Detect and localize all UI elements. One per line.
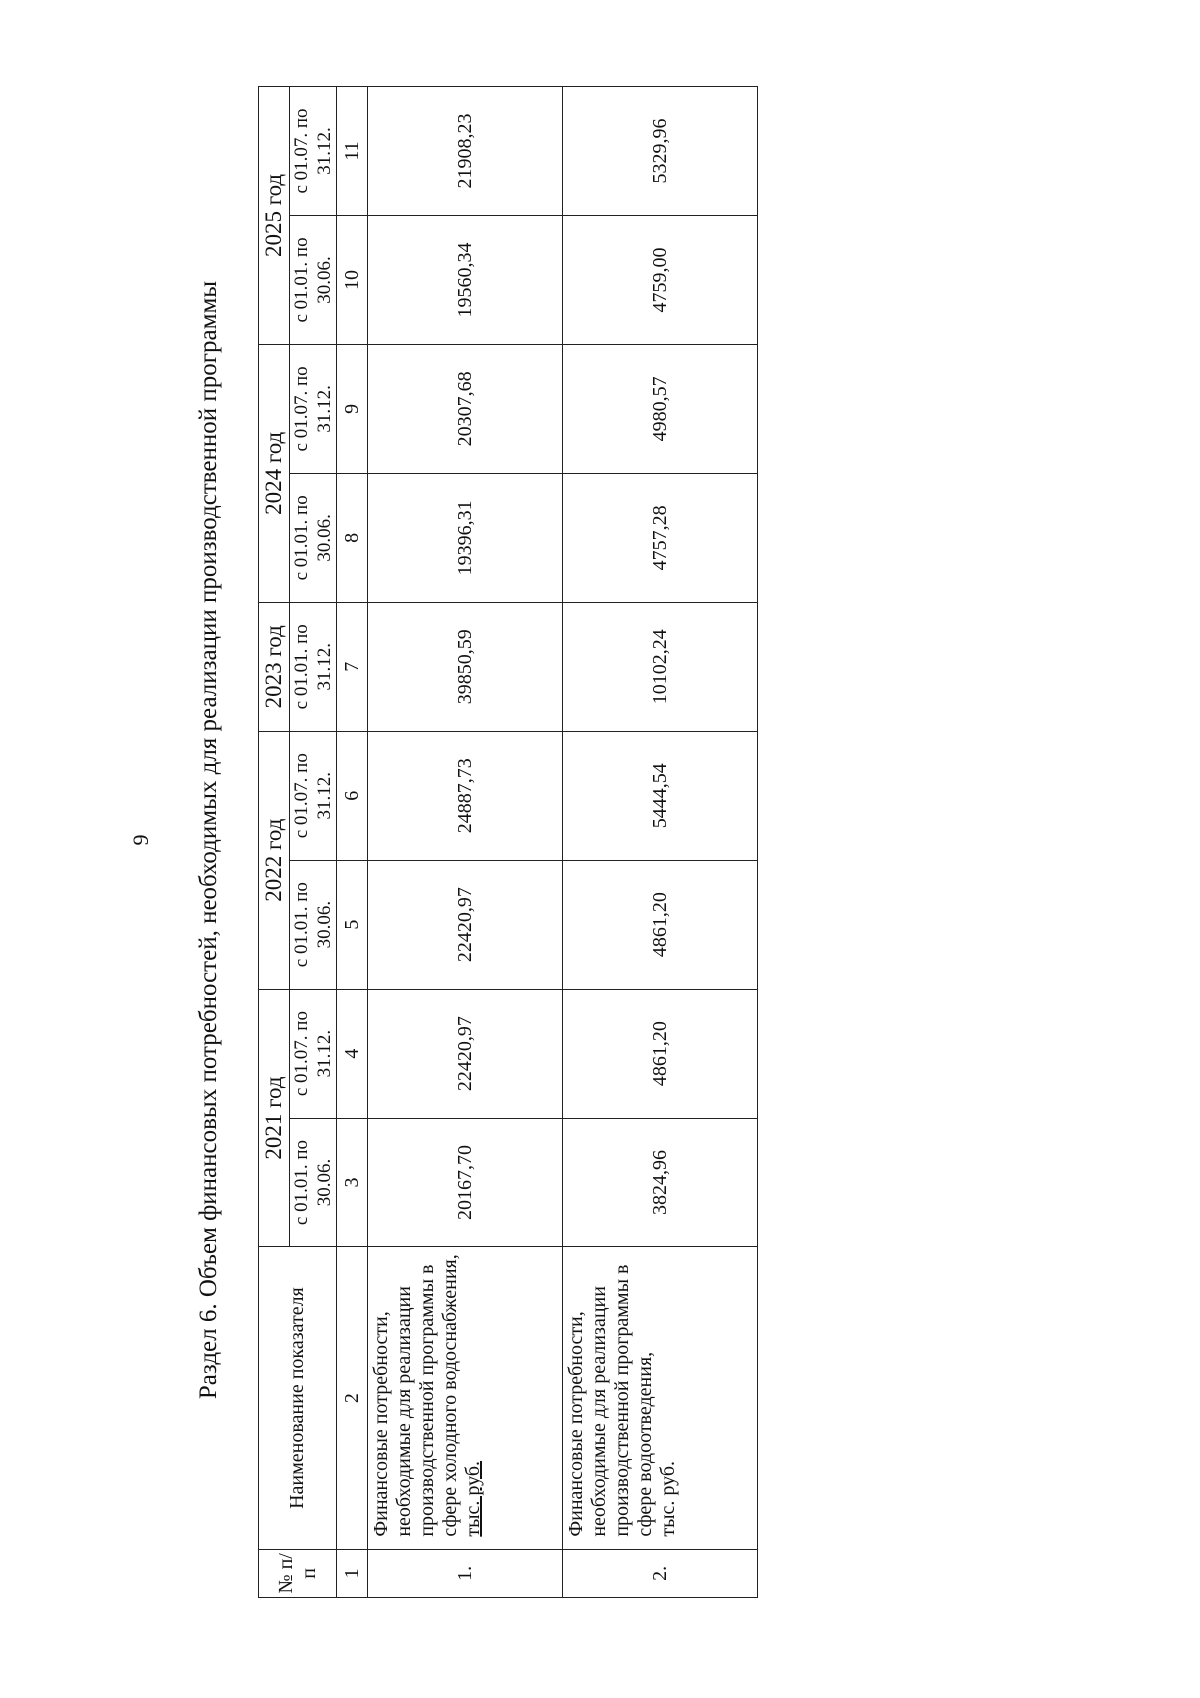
value-cell: 22420,97 — [368, 989, 563, 1118]
value-cell: 21908,23 — [368, 87, 563, 216]
row-name-text: Финансовые потребности, необходимые для реализации производственной программы в сфере холодного водоснабжения, — [370, 1254, 461, 1537]
column-number: 6 — [337, 731, 368, 860]
column-number: 2 — [337, 1247, 368, 1549]
financial-needs-table — [258, 86, 758, 1598]
value-cell: 10102,24 — [563, 602, 758, 731]
header-year-2023: 2023 год — [259, 602, 290, 731]
header-period: с 01.01. по 30.06. — [290, 860, 337, 989]
value-cell: 4861,20 — [563, 989, 758, 1118]
column-number: 8 — [337, 473, 368, 602]
header-no: № п/п — [259, 1549, 337, 1597]
row-unit: тыс. руб. — [462, 1460, 484, 1537]
page-number: 9 — [128, 834, 153, 846]
value-cell: 4980,57 — [563, 344, 758, 473]
value-cell: 20167,70 — [368, 1118, 563, 1247]
value-cell: 19396,31 — [368, 473, 563, 602]
row-indicator-name — [563, 1247, 758, 1549]
value-cell: 39850,59 — [368, 602, 563, 731]
header-period: с 01.07. по 31.12. — [290, 87, 337, 216]
row-name-text: Финансовые потребности, необходимые для реализации производственной программы в сфере водоотведения, — [565, 1264, 656, 1537]
header-year-2022: 2022 год — [259, 731, 290, 989]
column-number: 1 — [337, 1549, 368, 1597]
table-row — [368, 87, 563, 1598]
header-period: с 01.01. по 31.12. — [290, 602, 337, 731]
header-row-years — [259, 87, 290, 1598]
header-period: с 01.07. по 31.12. — [290, 731, 337, 860]
column-number: 11 — [337, 87, 368, 216]
column-number: 5 — [337, 860, 368, 989]
header-period: с 01.01. по 30.06. — [290, 215, 337, 344]
row-unit: тыс. руб. — [657, 1460, 679, 1537]
row-number: 2. — [563, 1549, 758, 1597]
header-period: с 01.07. по 31.12. — [290, 344, 337, 473]
column-number-row — [337, 87, 368, 1598]
row-number: 1. — [368, 1549, 563, 1597]
value-cell: 5444,54 — [563, 731, 758, 860]
value-cell: 24887,73 — [368, 731, 563, 860]
value-cell: 20307,68 — [368, 344, 563, 473]
header-period: с 01.01. по 30.06. — [290, 473, 337, 602]
column-number: 10 — [337, 215, 368, 344]
value-cell: 22420,97 — [368, 860, 563, 989]
value-cell: 3824,96 — [563, 1118, 758, 1247]
header-period: с 01.07. по 31.12. — [290, 989, 337, 1118]
column-number: 4 — [337, 989, 368, 1118]
header-name: Наименование показателя — [259, 1247, 337, 1549]
header-year-2024: 2024 год — [259, 344, 290, 602]
header-year-2021: 2021 год — [259, 989, 290, 1247]
section-title: Раздел 6. Объем финансовых потребностей, необходимых для реализации производственной программы — [195, 280, 222, 1400]
rotated-page-content — [128, 75, 728, 1605]
column-number: 7 — [337, 602, 368, 731]
value-cell: 19560,34 — [368, 215, 563, 344]
column-number: 9 — [337, 344, 368, 473]
value-cell: 5329,96 — [563, 87, 758, 216]
value-cell: 4759,00 — [563, 215, 758, 344]
value-cell: 4861,20 — [563, 860, 758, 989]
header-year-2025: 2025 год — [259, 87, 290, 345]
header-period: с 01.01. по 30.06. — [290, 1118, 337, 1247]
column-number: 3 — [337, 1118, 368, 1247]
table-row — [563, 87, 758, 1598]
value-cell: 4757,28 — [563, 473, 758, 602]
row-indicator-name — [368, 1247, 563, 1549]
